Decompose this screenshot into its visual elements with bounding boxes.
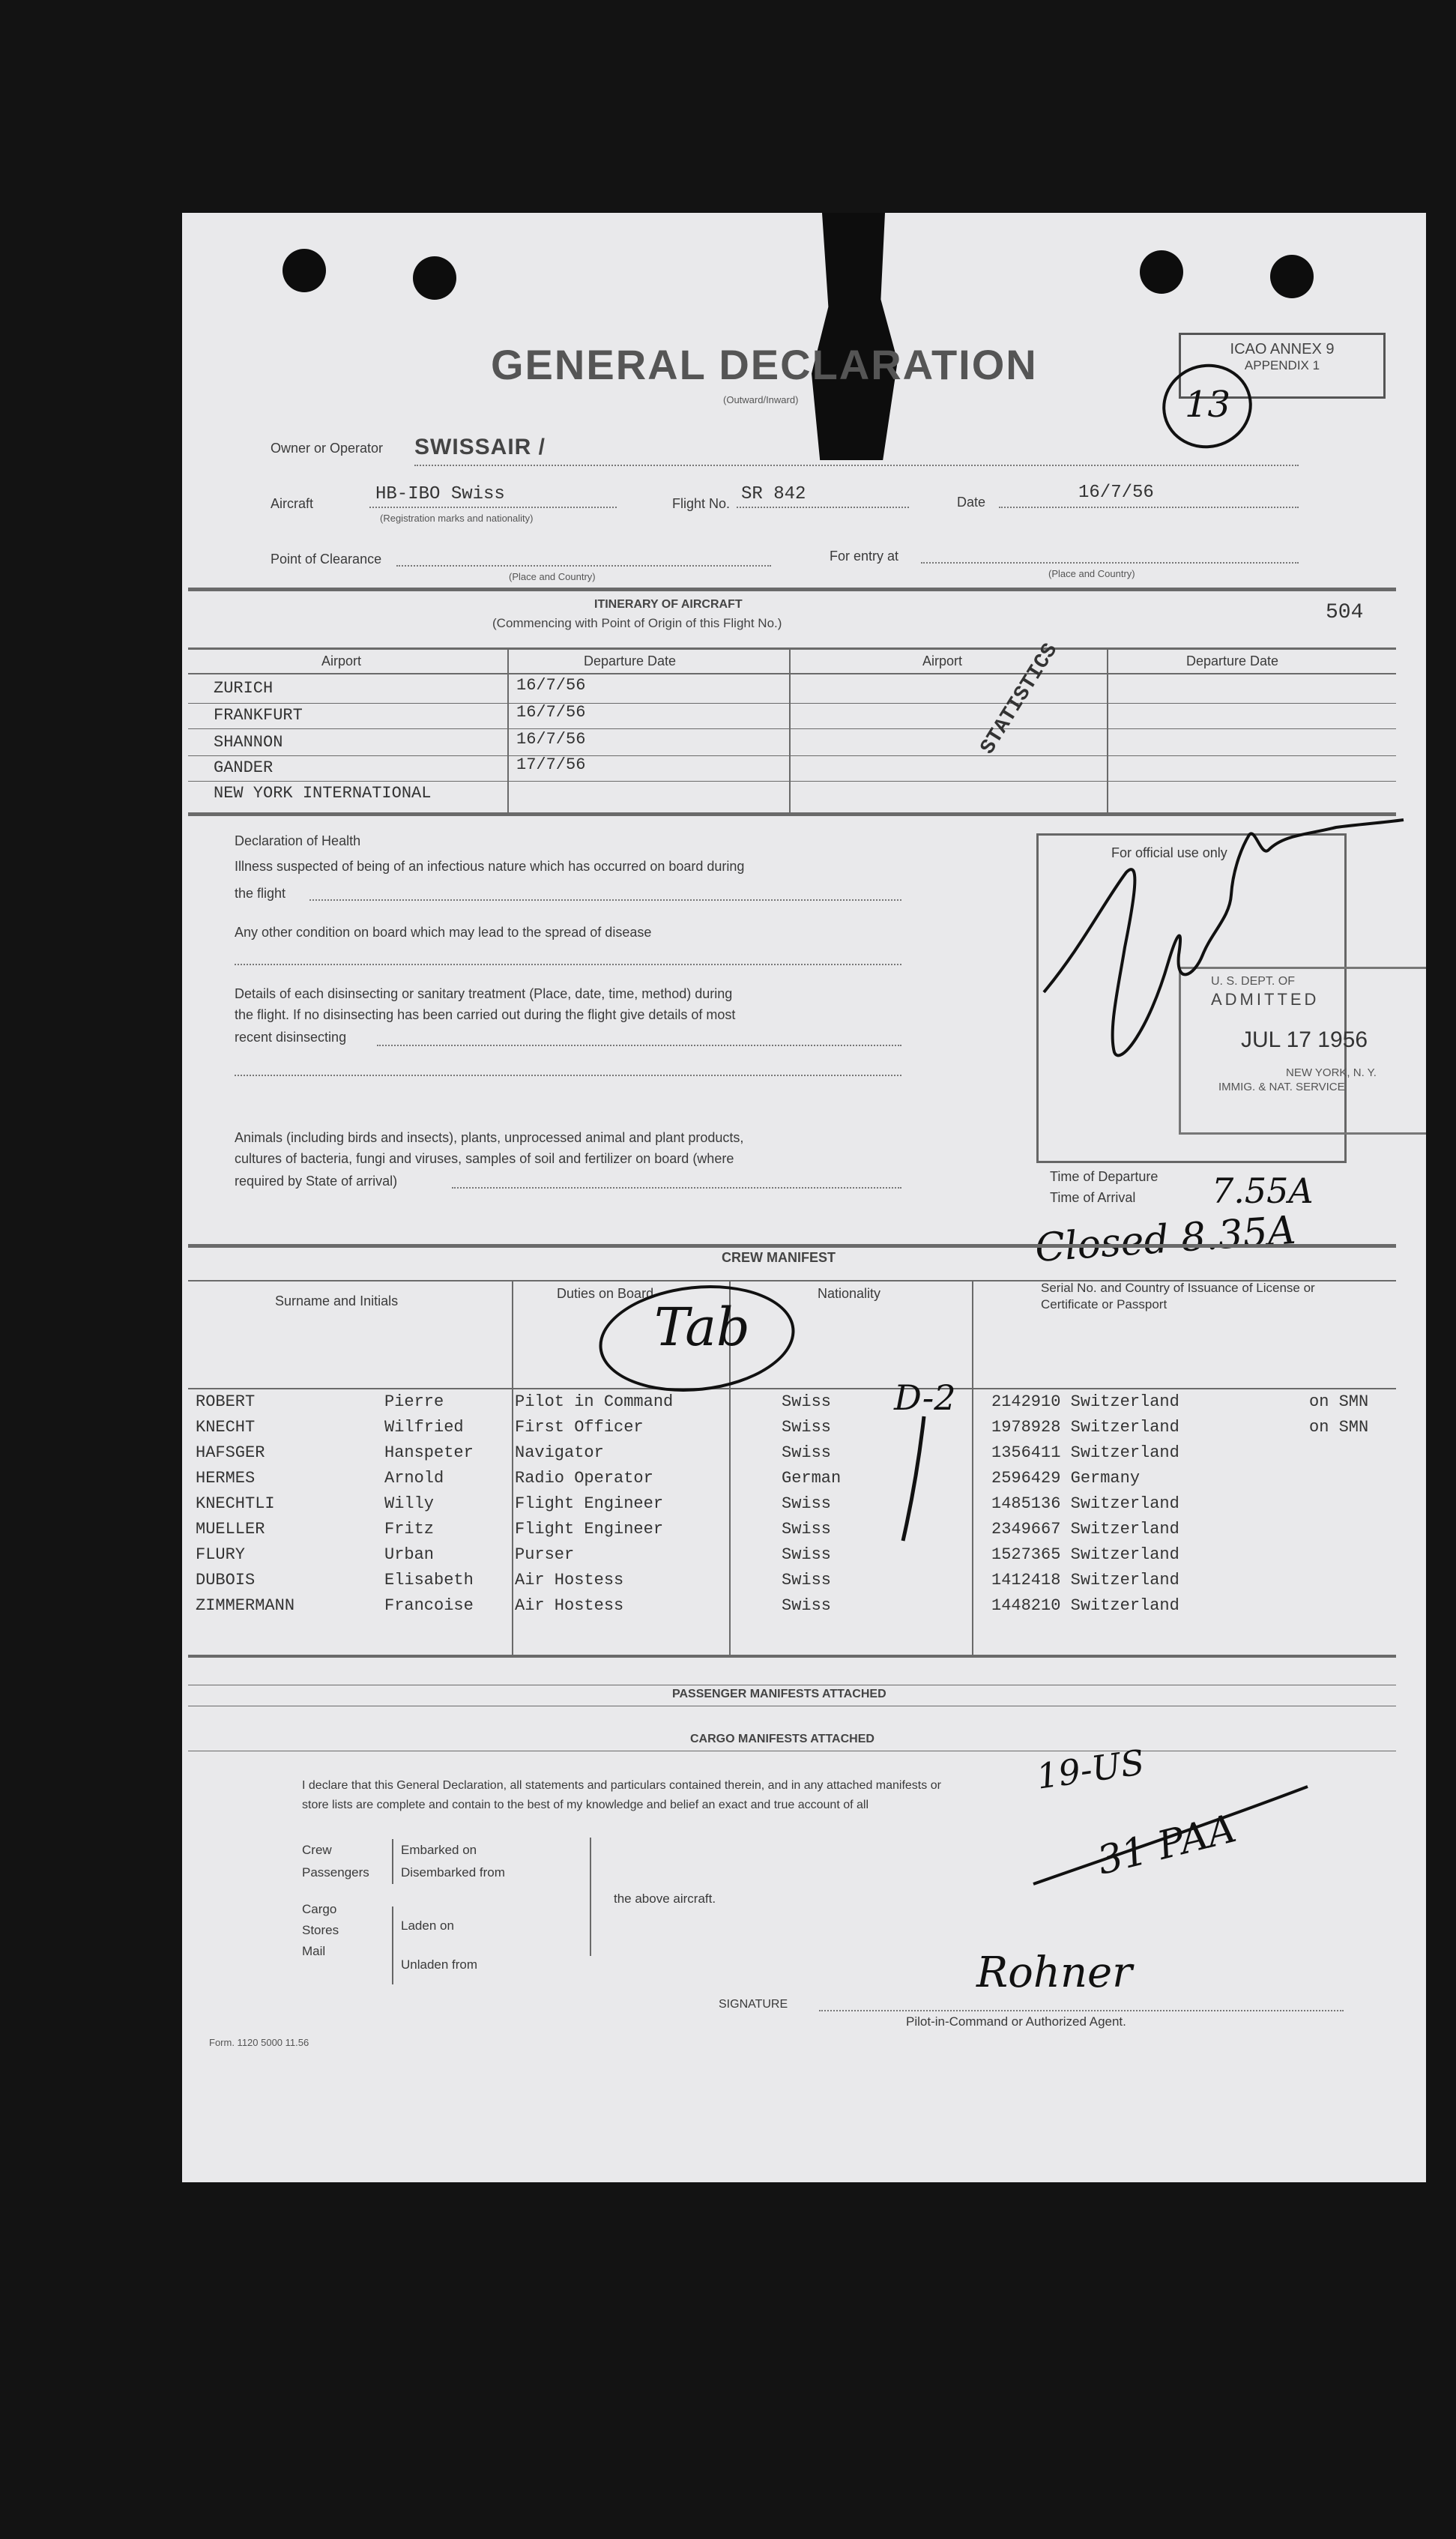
annex-line1: ICAO ANNEX 9 <box>1230 341 1335 357</box>
itinerary-title: ITINERARY OF AIRCRAFT <box>594 598 743 611</box>
crew-nationality: Swiss <box>782 1571 832 1589</box>
health-title: Declaration of Health <box>235 833 361 848</box>
punch-hole <box>1270 255 1314 298</box>
crew-first: Fritz <box>384 1520 435 1539</box>
crew-text: Crew <box>302 1843 332 1857</box>
form-title: GENERAL DECLARATION <box>491 341 1038 388</box>
crew-duty: Flight Engineer <box>515 1494 664 1513</box>
itinerary-airport: GANDER <box>214 758 274 777</box>
clearance-hint: (Place and Country) <box>509 571 596 582</box>
col-serial: Serial No. and Country of Issuance of License or Certificate or Passport <box>1041 1281 1315 1311</box>
flight-value: SR 842 <box>741 484 806 504</box>
official-signature <box>1036 805 1411 1240</box>
page-number: 504 <box>1326 601 1364 624</box>
crew-nationality: Swiss <box>782 1494 832 1513</box>
itinerary-subtitle: (Commencing with Point of Origin of this Flight No.) <box>492 616 782 630</box>
arrival-value: 7.55A <box>1212 1171 1314 1211</box>
col-airport-2: Airport <box>922 653 963 668</box>
health-line: recent disinsecting <box>235 1030 347 1045</box>
punch-hole <box>413 256 456 300</box>
passenger-manifests: PASSENGER MANIFESTS ATTACHED <box>672 1688 886 1700</box>
date-value: 16/7/56 <box>1078 483 1154 503</box>
crew-note: on SMN <box>1309 1392 1369 1411</box>
flight-label: Flight No. <box>672 496 731 511</box>
itinerary-airport: NEW YORK INTERNATIONAL <box>214 784 432 803</box>
crew-nationality: German <box>782 1469 842 1488</box>
crew-serial: 2142910 Switzerland <box>991 1392 1179 1411</box>
crew-first: Hanspeter <box>384 1443 474 1462</box>
crew-serial: 1978928 Switzerland <box>991 1418 1179 1437</box>
crew-first: Francoise <box>384 1596 474 1615</box>
crew-first: Elisabeth <box>384 1571 474 1589</box>
health-line: Details of each disinsecting or sanitary treatment (Place, date, time, method) during <box>235 986 733 1001</box>
entry-label: For entry at <box>830 549 899 564</box>
stamp-line3: NEW YORK, N. Y. <box>1286 1066 1377 1079</box>
crew-title: CREW MANIFEST <box>722 1250 836 1265</box>
crew-duty: Radio Operator <box>515 1469 653 1488</box>
crew-nationality: Swiss <box>782 1392 832 1411</box>
health-line: Any other condition on board which may lead to the spread of disease <box>235 925 652 940</box>
itinerary-airport: SHANNON <box>214 733 283 752</box>
stamp-line4: IMMIG. & NAT. SERVICE <box>1218 1081 1345 1093</box>
entry-hint: (Place and Country) <box>1048 568 1135 579</box>
stamp-line1: U. S. DEPT. OF <box>1211 975 1296 988</box>
owner-label: Owner or Operator <box>271 441 384 456</box>
crew-surname: ZIMMERMANN <box>196 1596 295 1615</box>
crew-nationality: Swiss <box>782 1596 832 1615</box>
stores-text: Stores <box>302 1923 339 1937</box>
crew-first: Wilfried <box>384 1418 464 1437</box>
hand-note-1: 19-US <box>1033 1742 1147 1797</box>
aircraft-hint: (Registration marks and nationality) <box>380 513 534 524</box>
laden-text: Laden on <box>401 1918 454 1933</box>
declaration-line: store lists are complete and contain to the best of my knowledge and belief an exact and true account of all <box>302 1799 869 1811</box>
unladen-text: Unladen from <box>401 1957 478 1972</box>
signature-value: Rohner <box>976 1948 1132 1997</box>
binder-clip <box>801 213 906 460</box>
crew-note: on SMN <box>1309 1418 1369 1437</box>
health-line: Illness suspected of being of an infectious nature which has occurred on board during <box>235 859 745 874</box>
col-airport: Airport <box>321 653 362 668</box>
stamp-date: JUL 17 1956 <box>1241 1027 1368 1052</box>
crew-serial: 2349667 Switzerland <box>991 1520 1179 1539</box>
cargo-manifests: CARGO MANIFESTS ATTACHED <box>690 1733 874 1745</box>
annex-line2: APPENDIX 1 <box>1244 358 1320 372</box>
clearance-label: Point of Clearance <box>271 552 382 567</box>
crew-serial: 1527365 Switzerland <box>991 1545 1179 1564</box>
mail-text: Mail <box>302 1944 326 1958</box>
crew-nationality: Swiss <box>782 1520 832 1539</box>
lading-block <box>392 1906 477 1984</box>
crew-serial: 1485136 Switzerland <box>991 1494 1179 1513</box>
crew-first: Urban <box>384 1545 435 1564</box>
crew-passengers-block <box>302 1839 369 1884</box>
passengers-text: Passengers <box>302 1865 369 1880</box>
crew-first: Pierre <box>384 1392 444 1411</box>
col-departure-2: Departure Date <box>1186 653 1279 668</box>
hand-note-2: 31 PAA <box>1093 1806 1241 1884</box>
owner-value: SWISSAIR / <box>414 435 546 459</box>
crew-duty: Pilot in Command <box>515 1392 674 1411</box>
punch-hole <box>1140 250 1183 294</box>
crew-surname: FLURY <box>196 1545 246 1564</box>
form-number: Form. 1120 5000 11.56 <box>209 2037 309 2048</box>
embark-block <box>392 1839 505 1884</box>
circled-number-text: 13 <box>1185 384 1231 426</box>
closed-note: Closed 8.35A <box>1033 1207 1298 1272</box>
col-nationality: Nationality <box>818 1286 881 1301</box>
health-line: the flight. If no disinsecting has been carried out during the flight give details of most <box>235 1007 736 1022</box>
crew-duty: Purser <box>515 1545 575 1564</box>
punch-hole <box>283 249 326 292</box>
crew-surname: DUBOIS <box>196 1571 256 1589</box>
circled-note-text: Tab <box>654 1296 750 1358</box>
itinerary-date: 17/7/56 <box>516 755 586 774</box>
crew-surname: KNECHT <box>196 1418 256 1437</box>
cargo-block <box>302 1899 339 1962</box>
crew-serial: 1448210 Switzerland <box>991 1596 1179 1615</box>
health-line: required by State of arrival) <box>235 1174 398 1189</box>
itinerary-date: 16/7/56 <box>516 676 586 695</box>
arrival-label: Time of Arrival <box>1050 1190 1136 1205</box>
crew-surname: ROBERT <box>196 1392 256 1411</box>
health-line: Animals (including birds and insects), plants, unprocessed animal and plant products, <box>235 1130 744 1145</box>
crew-duty: Air Hostess <box>515 1596 624 1615</box>
date-label: Date <box>957 495 986 510</box>
crew-serial: 1356411 Switzerland <box>991 1443 1179 1462</box>
col-duties: Duties on Board <box>557 1286 654 1301</box>
declaration-sheet <box>182 213 1426 2182</box>
health-line: cultures of bacteria, fungi and viruses, samples of soil and fertilizer on board (where <box>235 1151 734 1166</box>
crew-surname: HERMES <box>196 1469 256 1488</box>
signature-label: SIGNATURE <box>719 1998 788 2011</box>
aircraft-label: Aircraft <box>271 496 314 511</box>
cargo-text: Cargo <box>302 1902 337 1916</box>
aircraft-value: HB-IBO Swiss <box>375 484 505 504</box>
crew-duty: Air Hostess <box>515 1571 624 1589</box>
official-label: For official use only <box>1111 845 1227 860</box>
itinerary-airport: ZURICH <box>214 679 274 698</box>
strike-stroke <box>1029 1772 1314 1892</box>
departure-label: Time of Departure <box>1050 1169 1159 1184</box>
crew-serial: 1412418 Switzerland <box>991 1571 1179 1589</box>
above-aircraft: the above aircraft. <box>614 1892 716 1906</box>
health-line: the flight <box>235 886 286 901</box>
crew-duty: Navigator <box>515 1443 604 1462</box>
itinerary-airport: FRANKFURT <box>214 706 303 725</box>
crew-first: Arnold <box>384 1469 444 1488</box>
crew-surname: HAFSGER <box>196 1443 265 1462</box>
handwritten-stroke <box>894 1412 939 1547</box>
itinerary-date: 16/7/56 <box>516 730 586 749</box>
crew-duty: First Officer <box>515 1418 644 1437</box>
embarked-text: Embarked on <box>401 1843 477 1857</box>
crew-surname: KNECHTLI <box>196 1494 275 1513</box>
crew-surname: MUELLER <box>196 1520 265 1539</box>
crew-duty: Flight Engineer <box>515 1520 664 1539</box>
col-departure: Departure Date <box>584 653 677 668</box>
statistics-stamp: STATISTICS <box>976 639 1063 759</box>
disembarked-text: Disembarked from <box>401 1865 505 1880</box>
crew-serial: 2596429 Germany <box>991 1469 1141 1488</box>
crew-nationality: Swiss <box>782 1418 832 1437</box>
crew-first: Willy <box>384 1494 435 1513</box>
form-subtitle: (Outward/Inward) <box>723 394 799 405</box>
nationality-note: D-2 <box>894 1377 956 1418</box>
itinerary-date: 16/7/56 <box>516 703 586 722</box>
crew-nationality: Swiss <box>782 1443 832 1462</box>
col-surname: Surname and Initials <box>275 1293 399 1308</box>
crew-nationality: Swiss <box>782 1545 832 1564</box>
stamp-line2: ADMITTED <box>1211 990 1320 1009</box>
signer-title: Pilot-in-Command or Authorized Agent. <box>906 2014 1126 2029</box>
declaration-line: I declare that this General Declaration, all statements and particulars contained therein, and in any attached manifests or <box>302 1779 941 1792</box>
